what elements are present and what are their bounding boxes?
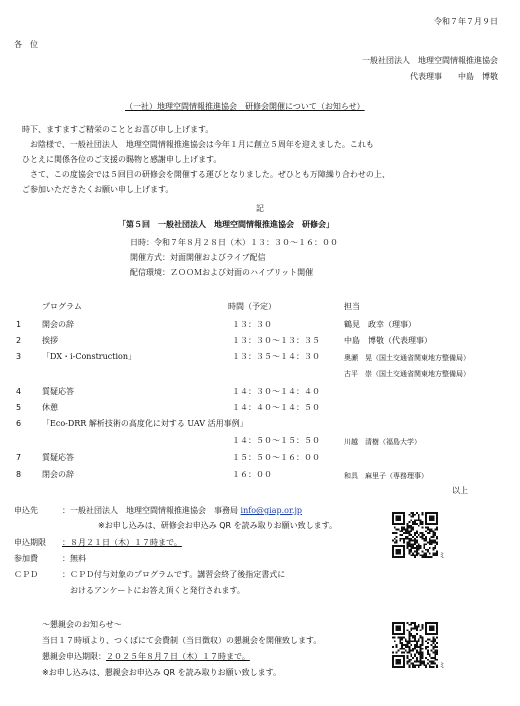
program-row-time: １３：３０～１３：３５ [232,336,320,345]
paragraph-1-line-1: お陰様で、一般社団法人 地理空間情報推進協会は今年１月に創立５周年を迎えました。これも [30,140,374,149]
event-format: 開催方式：対面開催およびライブ配信 [130,253,266,262]
reception-info: 当日１７時頃より、つくばにて会費制（当日徴収）の懇親会を開催致します。 [42,636,322,645]
sender-rep: 代表理事 中島 博敬 [410,72,498,81]
program-row-person-secondary: 古平 崇（国土交通省関東地方整備局） [344,370,470,378]
program-row-time: １５：５０～１６：００ [232,453,320,462]
program-row-person: 鶴見 政幸（理事） [344,320,416,329]
event-environment: 配信環境：ＺＯＯＭおよび対面のハイブリット開催 [130,268,314,277]
reception-qr-code-icon[interactable] [392,622,438,668]
seminar-qr-code-icon[interactable] [392,512,438,558]
program-row-title: 開会の辞 [42,320,74,329]
program-row-person: 中島 博敬（代表理事） [344,336,432,345]
cpd-line-2: おけるアンケートにお答え頂くと発行されます。 [70,586,245,595]
program-row-title: 「DX・i-Construction」 [42,352,136,361]
program-row-number: 6 [16,419,22,428]
program-row-time: １３：３０ [232,320,272,329]
document-title: （一社）地理空間情報推進協会 研修会開催について（お知らせ） [125,102,365,111]
program-row-number: 1 [16,320,22,329]
sender-org: 一般社団法人 地理空間情報推進協会 [362,56,498,65]
program-row-number: 2 [16,336,22,345]
application-note: ※お申し込みは、研修会お申込み QR を読み取りお願い致します。 [98,521,338,530]
program-row-title: 質疑応答 [42,453,74,462]
program-row-time: １６：００ [232,470,272,479]
reception-heading: ～懇親会のお知らせ～ [42,620,122,629]
deadline-label: 申込期限 [14,538,46,547]
program-header: プログラム [42,302,82,311]
program-row-time: １４：５０～１５：５０ [232,436,320,445]
program-row-number: 7 [16,453,22,462]
deadline-value: ：８月２１日（木）１７時まで。 [62,538,182,547]
program-row-title: 挨拶 [42,336,58,345]
ki-heading: 記 [256,204,264,213]
fee-value: ：無料 [62,554,86,563]
fee-label: 参加費 [14,554,38,563]
application-label: 申込先 [14,506,38,515]
program-row-title: 質疑応答 [42,387,74,396]
cpd-label: ＣＰＤ [14,570,38,579]
document-date: 令和７年７月９日 [434,17,498,26]
end-mark: 以上 [452,486,468,495]
paragraph-1-line-2: ひとえに関係各位のご支援の賜物と感謝申し上げます。 [22,155,222,164]
program-row-person: 川越 清樹（福島大学） [344,438,421,446]
application-contact: ：一般社団法人 地理空間情報推進協会 事務局 info@giap.or.jp [62,506,303,515]
paragraph-2-line-2: ご参加いただきたくお願い申し上げます。 [22,185,174,194]
program-row-time: １４：４０～１４：５０ [232,403,320,412]
paragraph-2-line-1: さて、この度協会では５回目の研修会を開催する運びとなりました。ぜひとも万障繰り合わせの上、 [30,170,390,179]
time-header: 時間（予定） [228,302,276,311]
reception-deadline: 懇親会申込期限：２０２５年８月７日（木）１７時まで。 [42,652,250,661]
recipient: 各 位 [14,40,38,49]
qr-corner-mark-icon: ﾐ [440,551,444,560]
greeting: 時下、ますますご精栄のこととお喜び申し上げます。 [22,125,214,134]
program-row-number: 3 [16,352,22,361]
program-row-title: 「Eco-DRR 解析技術の高度化に対する UAV 活用事例」 [42,419,248,428]
program-row-title: 休憩 [42,403,58,412]
program-row-time: １３：３５～１４：３０ [232,352,320,361]
person-header: 担当 [344,302,360,311]
program-row-number: 8 [16,470,22,479]
event-datetime: 日時：令和７年８月２８日（木）１３：３０～１６：００ [130,238,338,247]
program-row-number: 5 [16,403,22,412]
contact-email-link[interactable]: info@giap.or.jp [240,506,303,515]
cpd-line-1: ：ＣＰＤ付与対象のプログラムです。講習会終了後指定書式に [62,570,286,579]
event-name: 「第５回 一般社団法人 地理空間情報推進協会 研修会」 [118,220,334,229]
program-row-person: 和具 麻里子（専務理事） [344,472,428,480]
program-row-number: 4 [16,387,22,396]
reception-note: ※お申し込みは、懇親会お申込み QR を読み取りお願い致します。 [42,668,282,677]
program-row-title: 閉会の辞 [42,470,74,479]
program-row-person: 奥瀬 晃（国土交通省関東地方整備局） [344,354,470,362]
qr-corner-mark-icon: ﾐ [440,661,444,670]
program-row-time: １４：３０～１４：４０ [232,387,320,396]
